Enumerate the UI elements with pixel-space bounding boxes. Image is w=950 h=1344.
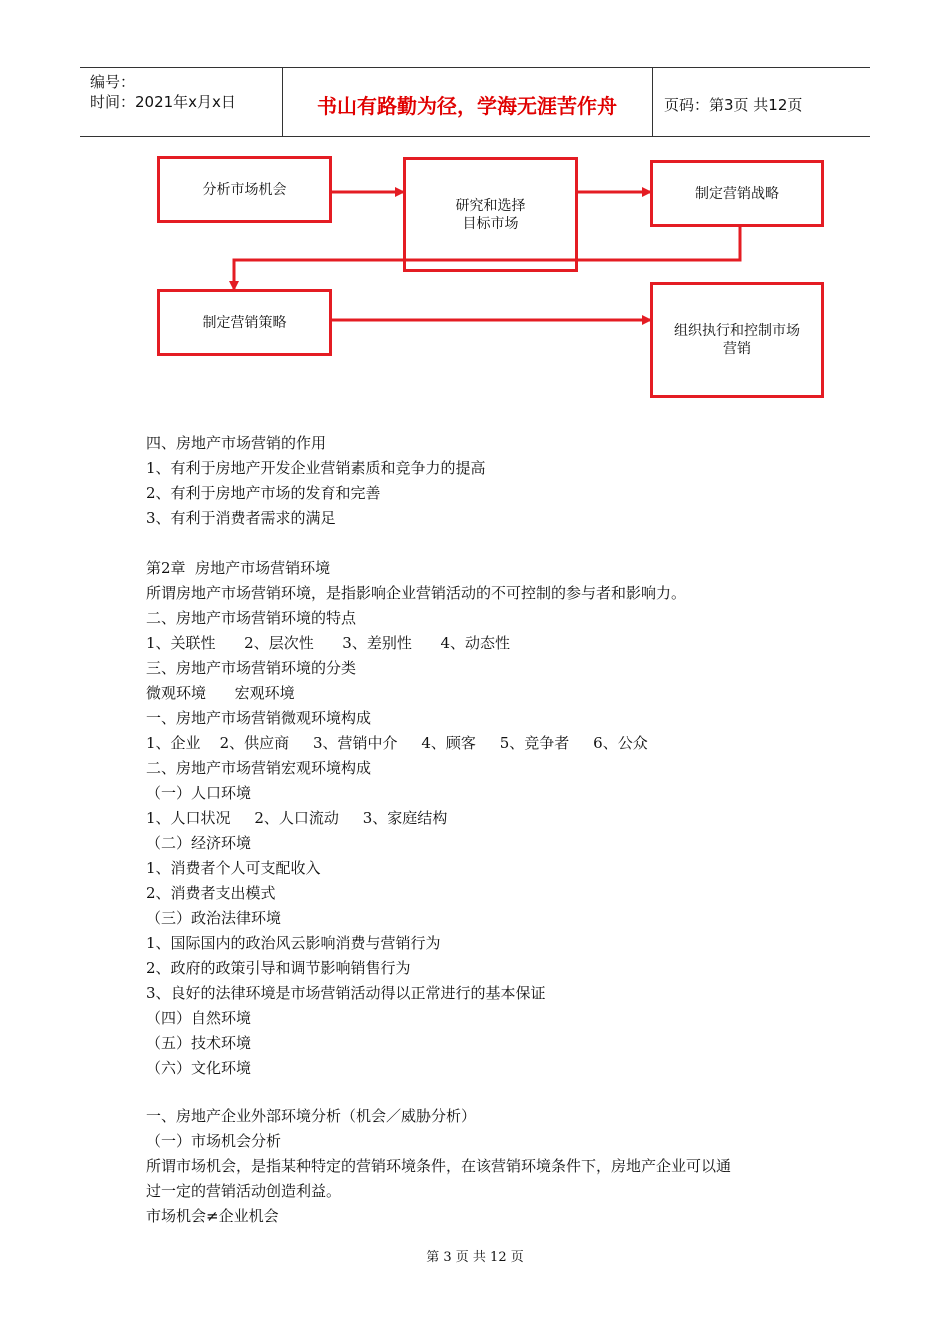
text-line: 二、房地产市场营销宏观环境构成 [146, 759, 372, 777]
node-strategy [650, 160, 824, 227]
text-line: 2、政府的政策引导和调节影响销售行为 [146, 959, 411, 977]
text-line: 2、消费者支出模式 [146, 884, 276, 902]
node-label: 组织执行和控制市场 营销 [674, 323, 800, 357]
text-line: （一）市场机会分析 [146, 1132, 282, 1150]
node-tactics [157, 289, 332, 356]
text-line: 3、有利于消费者需求的满足 [146, 509, 336, 527]
text-line: 1、人口状况 2、人口流动 3、家庭结构 [146, 809, 448, 827]
text-line: （四）自然环境 [146, 1009, 252, 1027]
node-execute-control [650, 282, 824, 398]
text-line: 1、有利于房地产开发企业营销素质和竞争力的提高 [146, 459, 486, 477]
text-line: 三、房地产市场营销环境的分类 [146, 659, 357, 677]
text-line: （三）政治法律环境 [146, 909, 282, 927]
text-line: 3、良好的法律环境是市场营销活动得以正常进行的基本保证 [146, 984, 546, 1002]
page-label: 页码：第3页 共12页 [664, 96, 803, 114]
text-line: （五）技术环境 [146, 1034, 252, 1052]
node-analyze-market [157, 156, 332, 223]
node-label: 研究和选择 目标市场 [455, 197, 526, 232]
text-line: 微观环境 宏观环境 [146, 684, 295, 702]
motto: 书山有路勤为径，学海无涯苦作舟 [317, 94, 617, 118]
text-line: （六）文化环境 [146, 1059, 252, 1077]
text-line: 市场机会≠企业机会 [146, 1207, 279, 1225]
text-line: 2、有利于房地产市场的发育和完善 [146, 484, 381, 502]
page-footer: 第 3 页 共 12 页 [426, 1250, 524, 1265]
text-line: （一）人口环境 [146, 784, 252, 802]
text-line: （二）经济环境 [146, 834, 252, 852]
text-line: 过一定的营销活动创造利益。 [146, 1182, 342, 1200]
text-line: 第2章 房地产市场营销环境 [146, 559, 331, 577]
text-line: 1、消费者个人可支配收入 [146, 859, 321, 877]
node-label: 制定营销策略 [202, 314, 287, 331]
text-line: 四、房地产市场营销的作用 [146, 434, 327, 452]
text-line: 1、国际国内的政治风云影响消费与营销行为 [146, 934, 441, 952]
text-line: 所谓市场机会，是指某种特定的营销环境条件，在该营销环境条件下，房地产企业可以通 [146, 1157, 732, 1175]
text-line: 1、关联性 2、层次性 3、差别性 4、动态性 [146, 634, 511, 652]
text-line: 1、企业 2、供应商 3、营销中介 4、顾客 5、竞争者 6、公众 [146, 734, 648, 752]
text-line: 一、房地产市场营销微观环境构成 [146, 709, 372, 727]
text-line: 一、房地产企业外部环境分析（机会／威胁分析） [146, 1107, 477, 1125]
node-label: 制定营销战略 [695, 185, 779, 202]
marketing-process-flowchart [0, 0, 950, 420]
time-label: 时间：2021年x月x日 [90, 93, 236, 111]
node-label: 分析市场机会 [202, 181, 287, 198]
code-label: 编号： [90, 73, 136, 91]
text-line: 所谓房地产市场营销环境，是指影响企业营销活动的不可控制的参与者和影响力。 [146, 584, 687, 602]
node-research-target [403, 157, 578, 272]
text-line: 二、房地产市场营销环境的特点 [146, 609, 357, 627]
